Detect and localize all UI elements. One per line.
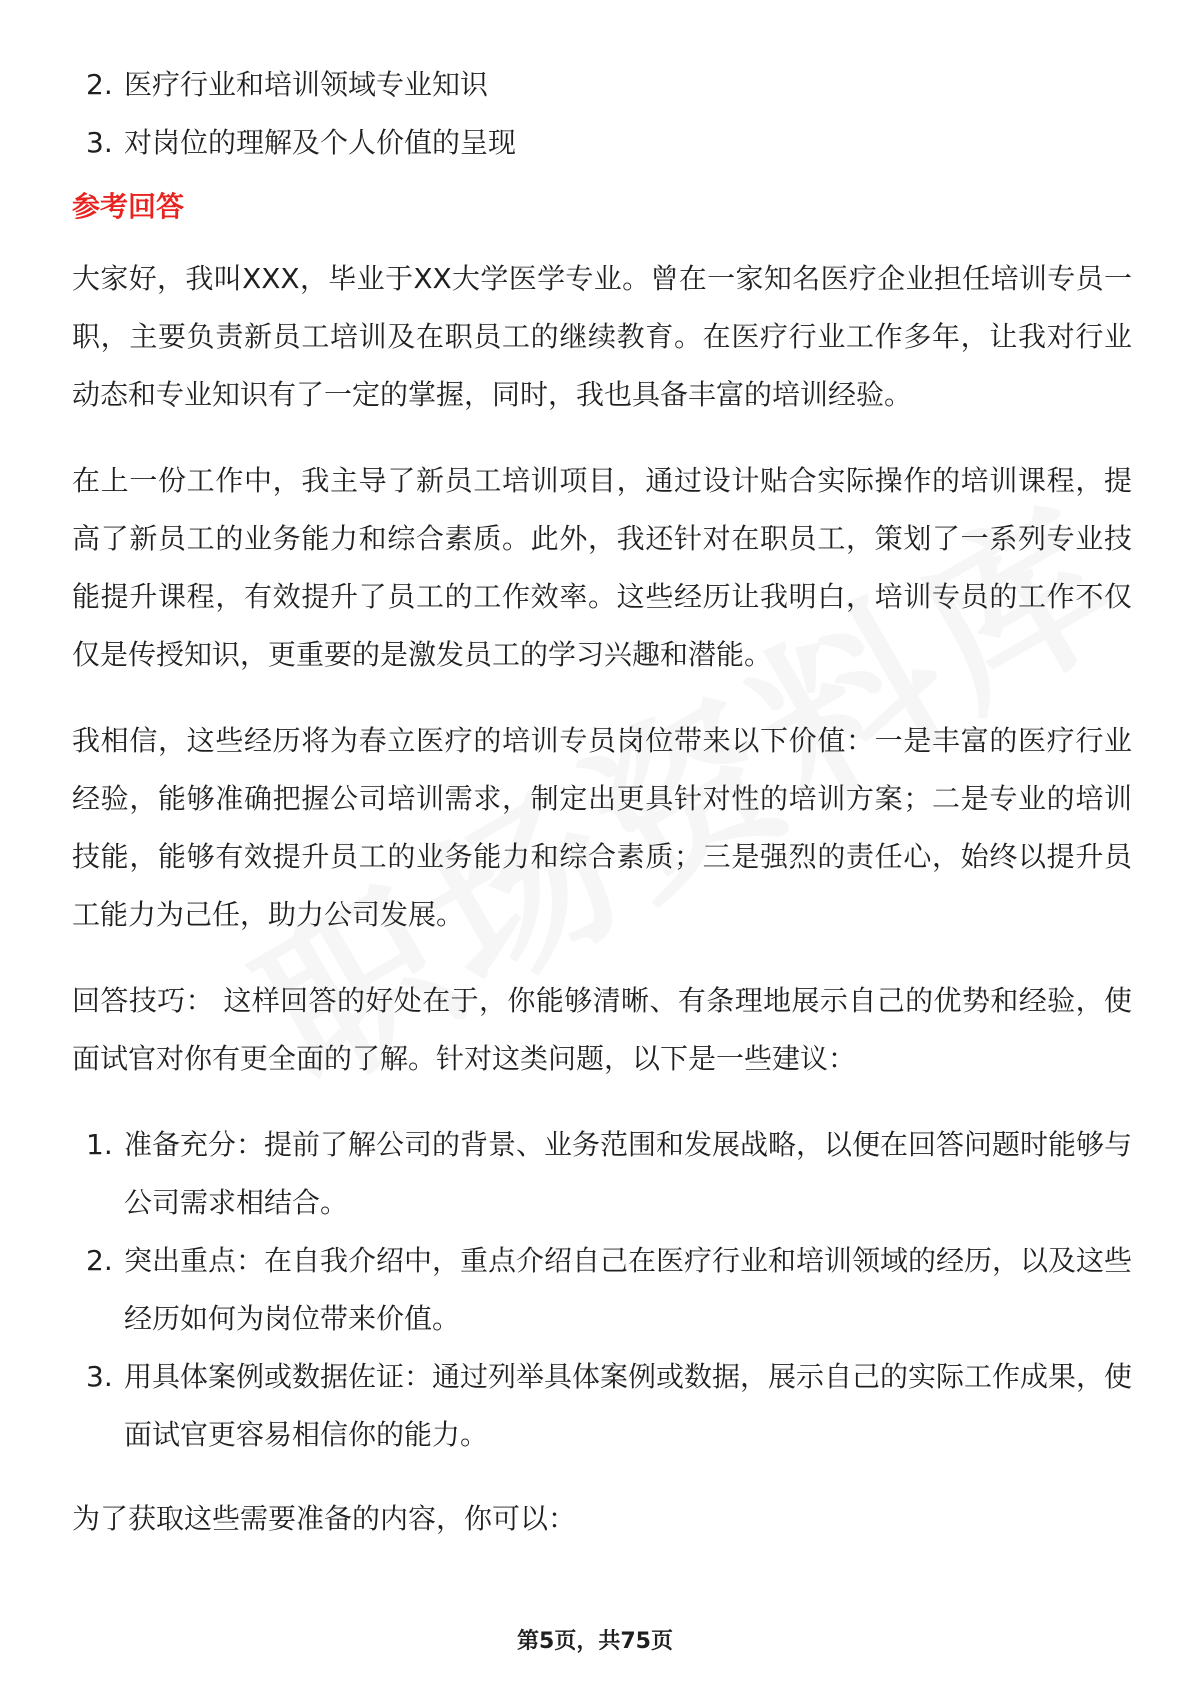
page-footer: 第5页，共75页 [517, 1629, 673, 1654]
list-item [72, 114, 1132, 172]
list-item [72, 1232, 1132, 1348]
top-numbered-list [72, 56, 1132, 172]
list-text: 用具体案例或数据佐证：通过列举具体案例或数据，展示自己的实际工作成果，使面试官更容易相信你的能力。 [124, 1360, 1133, 1451]
tips-numbered-list [72, 1116, 1132, 1464]
document-page [72, 56, 1132, 1576]
paragraph-tips: 回答技巧： 这样回答的好处在于，你能够清晰、有条理地展示自己的优势和经验，使面试官对你有更全面的了解。针对这类问题，以下是一些建议： [72, 984, 1132, 1075]
list-number: 3. [86, 1360, 113, 1393]
list-item [72, 56, 1132, 114]
list-number: 2. [86, 1244, 113, 1277]
list-number: 2. [86, 68, 113, 101]
list-item [72, 1116, 1132, 1232]
list-text: 对岗位的理解及个人价值的呈现 [124, 126, 517, 159]
list-number: 3. [86, 126, 113, 159]
list-item [72, 1348, 1132, 1464]
section-heading: 参考回答 [72, 190, 185, 223]
paragraph-closing: 为了获取这些需要准备的内容，你可以： [72, 1502, 577, 1535]
list-text: 准备充分：提前了解公司的背景、业务范围和发展战略，以便在回答问题时能够与公司需求相结合。 [124, 1128, 1133, 1219]
paragraph-experience: 在上一份工作中，我主导了新员工培训项目，通过设计贴合实际操作的培训课程，提高了新员工的业务能力和综合素质。此外，我还针对在职员工，策划了一系列专业技能提升课程，有效提升了员工的工作效率。这些经历让我明白，培训专员的工作不仅仅是传授知识，更重要的是激发员工的学习兴趣和潜能。 [72, 464, 1132, 671]
list-text: 突出重点：在自我介绍中，重点介绍自己在医疗行业和培训领域的经历，以及这些经历如何为岗位带来价值。 [124, 1244, 1133, 1335]
list-number: 1. [86, 1128, 113, 1161]
list-text: 医疗行业和培训领域专业知识 [124, 68, 489, 101]
paragraph-intro: 大家好，我叫XXX，毕业于XX大学医学专业。曾在一家知名医疗企业担任培训专员一职，主要负责新员工培训及在职员工的继续教育。在医疗行业工作多年，让我对行业动态和专业知识有了一定的掌握，同时，我也具备丰富的培训经验。 [72, 262, 1132, 411]
paragraph-value: 我相信，这些经历将为春立医疗的培训专员岗位带来以下价值：一是丰富的医疗行业经验，能够准确把握公司培训需求，制定出更具针对性的培训方案；二是专业的培训技能，能够有效提升员工的业务能力和综合素质；三是强烈的责任心，始终以提升员工能力为己任，助力公司发展。 [72, 724, 1132, 931]
